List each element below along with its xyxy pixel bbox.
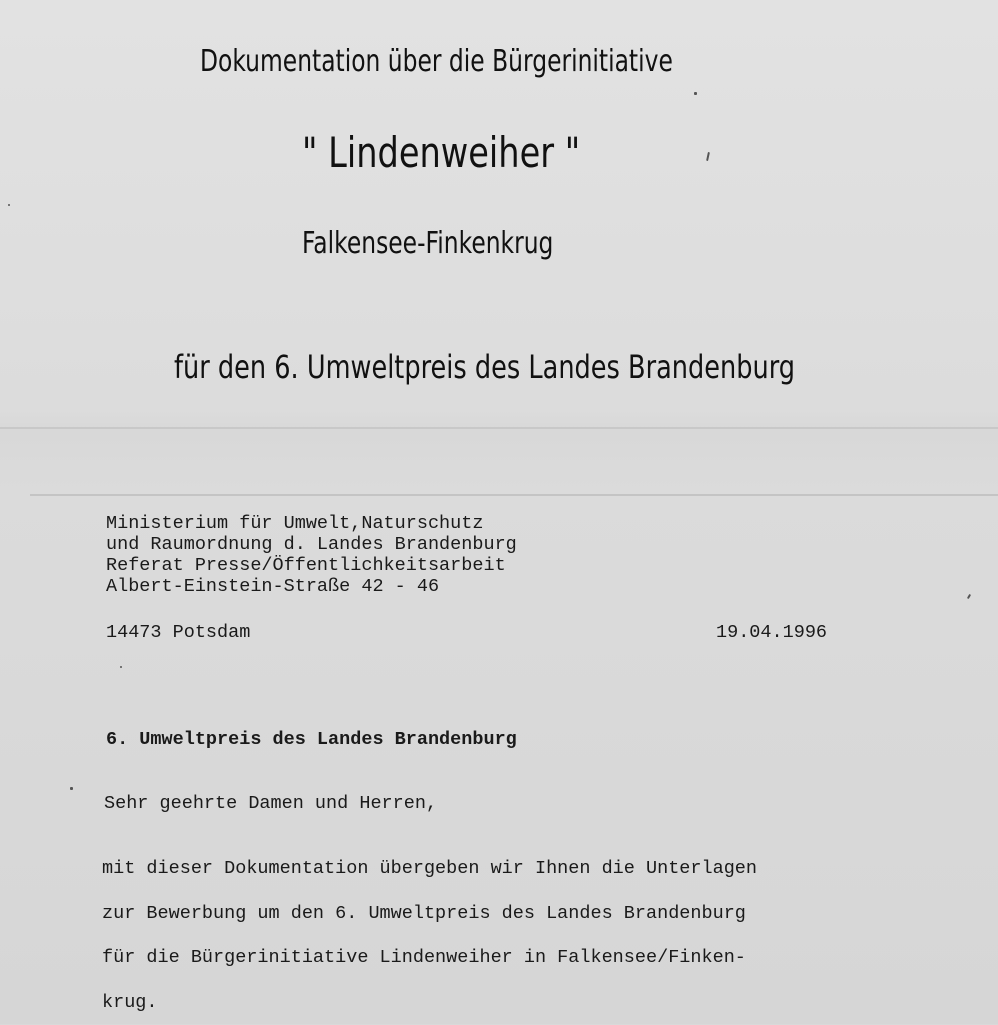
body-line: zur Bewerbung um den 6. Umweltpreis des Landes Brandenburg	[102, 892, 757, 937]
body-line: für die Bürgerinitiative Lindenweiher in Falkensee/Finken-	[102, 936, 757, 981]
address-line: Referat Presse/Öffentlichkeitsarbeit	[106, 555, 517, 576]
cover-title-line: Dokumentation über die Bürgerinitiative	[200, 44, 673, 79]
cover-title-purpose: für den 6. Umweltpreis des Landes Brandenburg	[174, 348, 795, 386]
paper-edge-line	[30, 494, 998, 496]
cover-title-name: " Lindenweiher "	[302, 128, 580, 177]
recipient-address	[106, 513, 517, 597]
letter-body	[102, 847, 757, 1025]
letter-salutation: Sehr geehrte Damen und Herren,	[104, 793, 437, 815]
paper-speck	[706, 152, 710, 161]
cover-title-location: Falkensee-Finkenkrug	[302, 226, 553, 261]
address-line: und Raumordnung d. Landes Brandenburg	[106, 534, 517, 555]
paper-speck	[120, 666, 122, 668]
address-line: Albert-Einstein-Straße 42 - 46	[106, 576, 517, 597]
paper-speck	[70, 787, 73, 790]
paper-fold-line	[0, 427, 998, 429]
letter-date: 19.04.1996	[716, 622, 827, 644]
address-line: Ministerium für Umwelt,Naturschutz	[106, 513, 517, 534]
paper-speck	[967, 594, 971, 599]
body-line: mit dieser Dokumentation übergeben wir Ihnen die Unterlagen	[102, 847, 757, 892]
recipient-city: 14473 Potsdam	[106, 622, 250, 644]
paper-speck	[8, 204, 10, 206]
letter-subject: 6. Umweltpreis des Landes Brandenburg	[106, 729, 517, 751]
body-line: krug.	[102, 981, 757, 1025]
paper-speck	[694, 92, 697, 95]
